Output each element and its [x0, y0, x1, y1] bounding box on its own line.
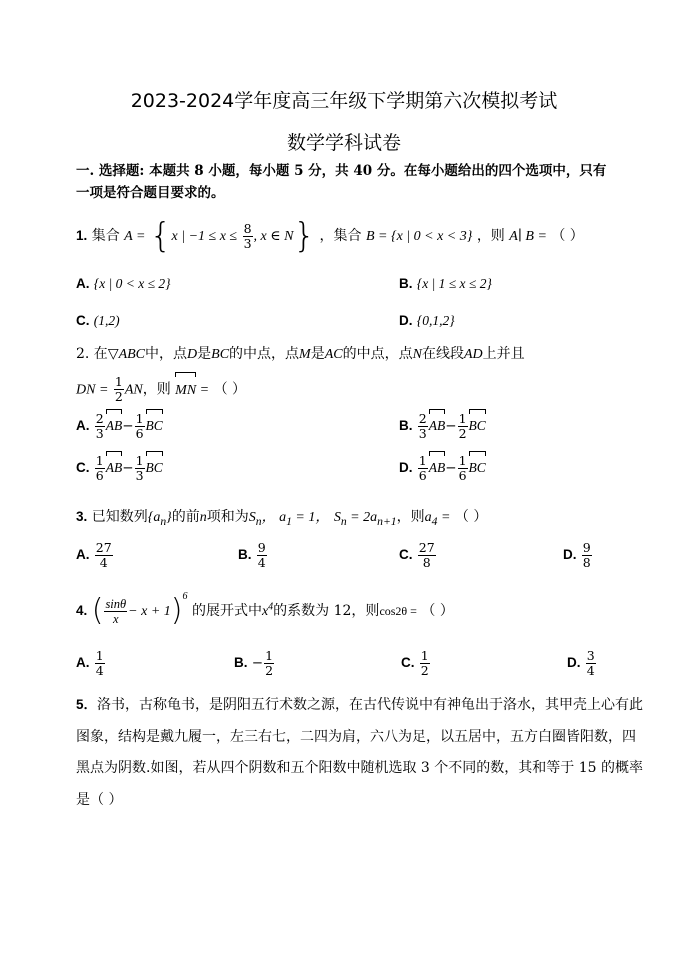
right-brace: } — [293, 216, 316, 256]
option-d[interactable]: D. {0,1,2} — [399, 313, 455, 328]
option-a[interactable]: A. $\frac{2}{3}$ AB− $\frac{1}{6}$ BC — [76, 411, 163, 441]
intersection-expression: A∣ B = — [509, 229, 547, 244]
option-d[interactable]: D. $\frac{3}{4}$ — [567, 648, 595, 678]
section-instructions-line1: 一. 选择题: 本题共 8 小题，每小题 5 分，共 40 分。在每小题给出的四个选项中，只有 — [76, 163, 607, 179]
page-subtitle: 数学学科试卷 — [286, 132, 401, 154]
option-b[interactable]: B. $\frac{2}{3}$ AB− $\frac{1}{2}$ BC — [399, 411, 486, 441]
option-c[interactable]: C. $\frac{1}{6}$ AB− $\frac{1}{3}$ BC — [76, 453, 163, 483]
section-instructions-line2: 一项是符合题目要求的。 — [76, 185, 225, 201]
question-5: 5．洛书，古称龟书，是阴阳五行术数之源，在古代传说中有神龟出于洛水，其甲壳上心有此图象，结构是戴九履一，左三右七，二四为肩，六八为足，以五居中，五方白圈皆阳数，四黑点为阴数.如图，若从四个阴数和五个阳数中随机选取 3 个不同的数，其和等于 15 的概率是（ ） — [76, 697, 644, 808]
option-b[interactable]: B. − $\frac{1}{2}$ — [234, 648, 274, 678]
question-text: ，集合 — [319, 228, 362, 244]
question-4: 4. ( $\frac{\sin\theta}{x}$ − x + 1)$^6$ 的展开式中$x^4$的系数为 12，则cos2θ = （ ） — [76, 591, 454, 628]
page-title: 2023-2024学年度高三年级下学期第六次模拟考试 — [130, 90, 558, 112]
option-c[interactable]: C. $\frac{27}{8}$ — [399, 540, 435, 570]
question-number: 1. — [76, 228, 88, 243]
option-a[interactable]: A. $\frac{1}{4}$ — [76, 648, 104, 678]
question-text: ，则 — [476, 228, 505, 244]
left-brace: { — [149, 216, 172, 256]
set-a-tail: , x ∈ N — [253, 229, 294, 244]
question-text: 集合 — [91, 228, 120, 244]
question-2-line2: DN = $\frac{1}{2}$ AN，则 MN = （ ） — [76, 375, 246, 404]
option-d[interactable]: D. $\frac{9}{8}$ — [563, 540, 591, 570]
fraction-8-3: $\frac{8}{3}$ — [243, 220, 252, 251]
set-b: B = {x | 0 < x < 3} — [365, 229, 473, 244]
answer-paren: （ ） — [551, 228, 584, 244]
option-a[interactable]: A. $\frac{27}{4}$ — [76, 540, 112, 570]
option-d[interactable]: D. $\frac{1}{6}$ AB− $\frac{1}{6}$ BC — [399, 453, 486, 483]
option-b[interactable]: B. {x | 1 ≤ x ≤ 2} — [399, 276, 492, 291]
question-3: 3. 已知数列$\{a_n\}$的前n项和为$S_n$， $a_1 = 1$， $S_n = 2a_{n+1}$，则$a_4$ = （ ） — [76, 509, 488, 528]
question-1 — [76, 216, 584, 256]
option-c[interactable]: C. $\frac{1}{2}$ — [401, 648, 429, 678]
option-c[interactable]: C. (1,2) — [76, 313, 120, 328]
set-a-name: A = — [124, 229, 146, 244]
question-2-line1: 2. 在▽ABC中，点D是BC的中点，点M是AC的中点，点N在线段AD上并且 — [76, 346, 525, 362]
set-a-condition: x | −1 ≤ x ≤ — [171, 229, 238, 244]
option-a[interactable]: A. {x | 0 < x ≤ 2} — [76, 276, 171, 291]
option-b[interactable]: B. $\frac{9}{4}$ — [238, 540, 266, 570]
